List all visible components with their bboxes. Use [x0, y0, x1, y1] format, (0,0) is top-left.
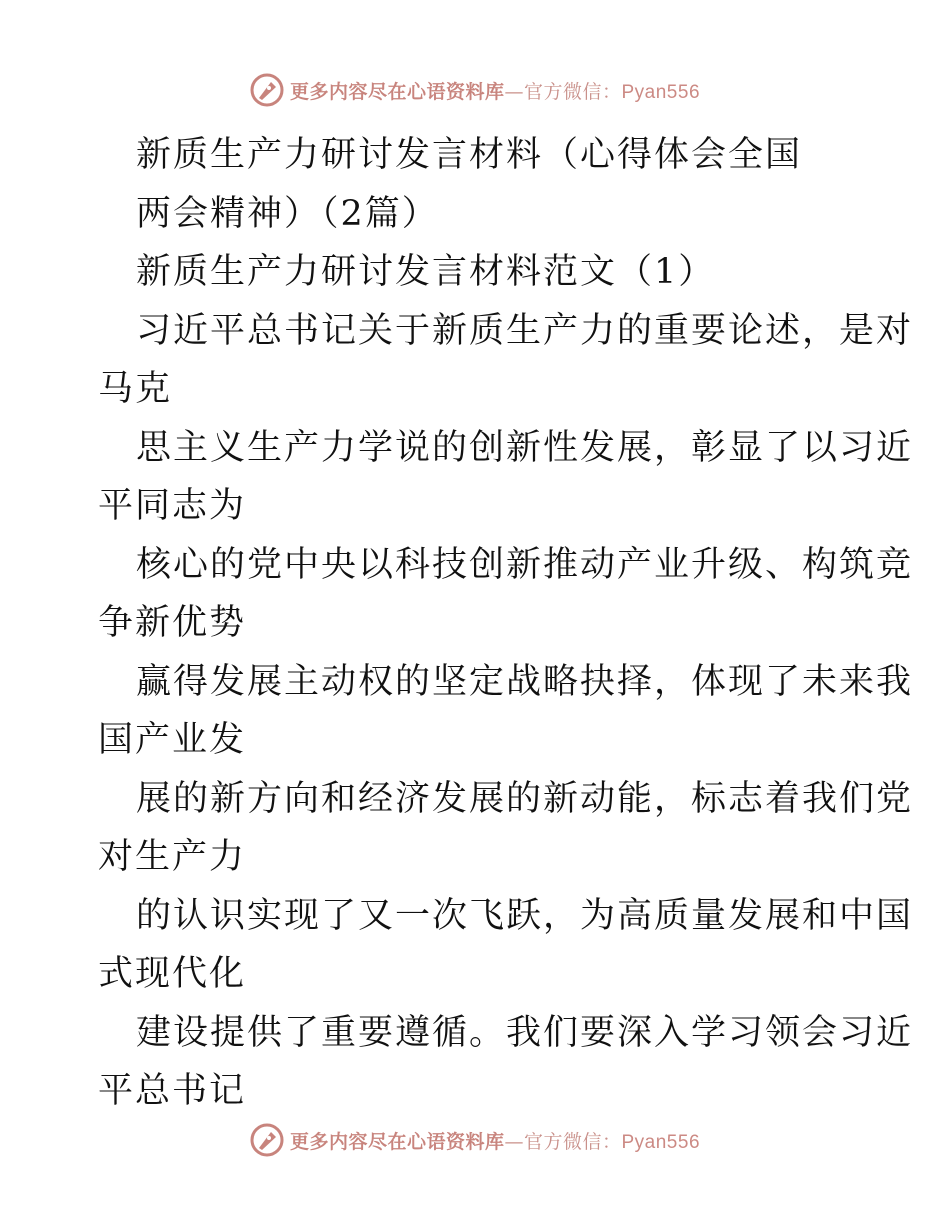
banner-text — [290, 77, 700, 104]
banner-dash: — — [504, 80, 524, 103]
document-title-line-2: 两会精神）（2篇） — [136, 193, 439, 234]
pen-nib-logo-icon — [250, 1123, 284, 1157]
banner-content — [250, 1123, 700, 1157]
body-text-line: 建设提供了重要遵循。我们要深入学习领会习近 — [136, 1012, 914, 1053]
footer-watermark-banner — [0, 1120, 950, 1160]
banner-wechat-id: Pyan556 — [621, 1131, 701, 1153]
banner-content — [250, 73, 700, 107]
body-text-line: 平总书记 — [98, 1071, 247, 1111]
body-text-line: 国产业发 — [98, 720, 247, 760]
document-body — [98, 126, 914, 1121]
banner-wechat-id: Pyan556 — [621, 81, 701, 103]
body-text-line: 争新优势 — [98, 603, 247, 643]
paragraph — [98, 302, 914, 1121]
banner-dash: — — [504, 1130, 524, 1153]
pen-nib-logo-icon — [250, 73, 284, 107]
body-text-line: 思主义生产力学说的创新性发展，彰显了以习近 — [136, 427, 914, 468]
banner-wechat-label: 官方微信： — [523, 80, 622, 103]
body-text-line: 习近平总书记关于新质生产力的重要论述，是对 — [136, 310, 914, 351]
body-text-line: 式现代化 — [98, 954, 247, 994]
body-text-line: 平同志为 — [98, 486, 247, 526]
body-text-line: 核心的党中央以科技创新推动产业升级、构筑竞 — [136, 544, 914, 585]
body-text-line: 的认识实现了又一次飞跃，为高质量发展和中国 — [136, 895, 914, 936]
banner-wechat-label: 官方微信： — [523, 1130, 622, 1153]
body-text-line: 对生产力 — [98, 837, 247, 877]
banner-brand-text: 更多内容尽在心语资料库 — [289, 1130, 505, 1153]
header-watermark-banner — [0, 70, 950, 110]
document-title-line-1: 新质生产力研讨发言材料（心得体会全国 — [136, 135, 803, 175]
banner-text — [290, 1127, 700, 1154]
banner-brand-text: 更多内容尽在心语资料库 — [289, 80, 505, 103]
section-heading: 新质生产力研讨发言材料范文（1） — [136, 252, 716, 292]
body-text-line: 展的新方向和经济发展的新动能，标志着我们党 — [136, 778, 914, 819]
body-text-line: 马克 — [98, 369, 173, 409]
body-text-line: 赢得发展主动权的坚定战略抉择，体现了未来我 — [136, 661, 914, 702]
